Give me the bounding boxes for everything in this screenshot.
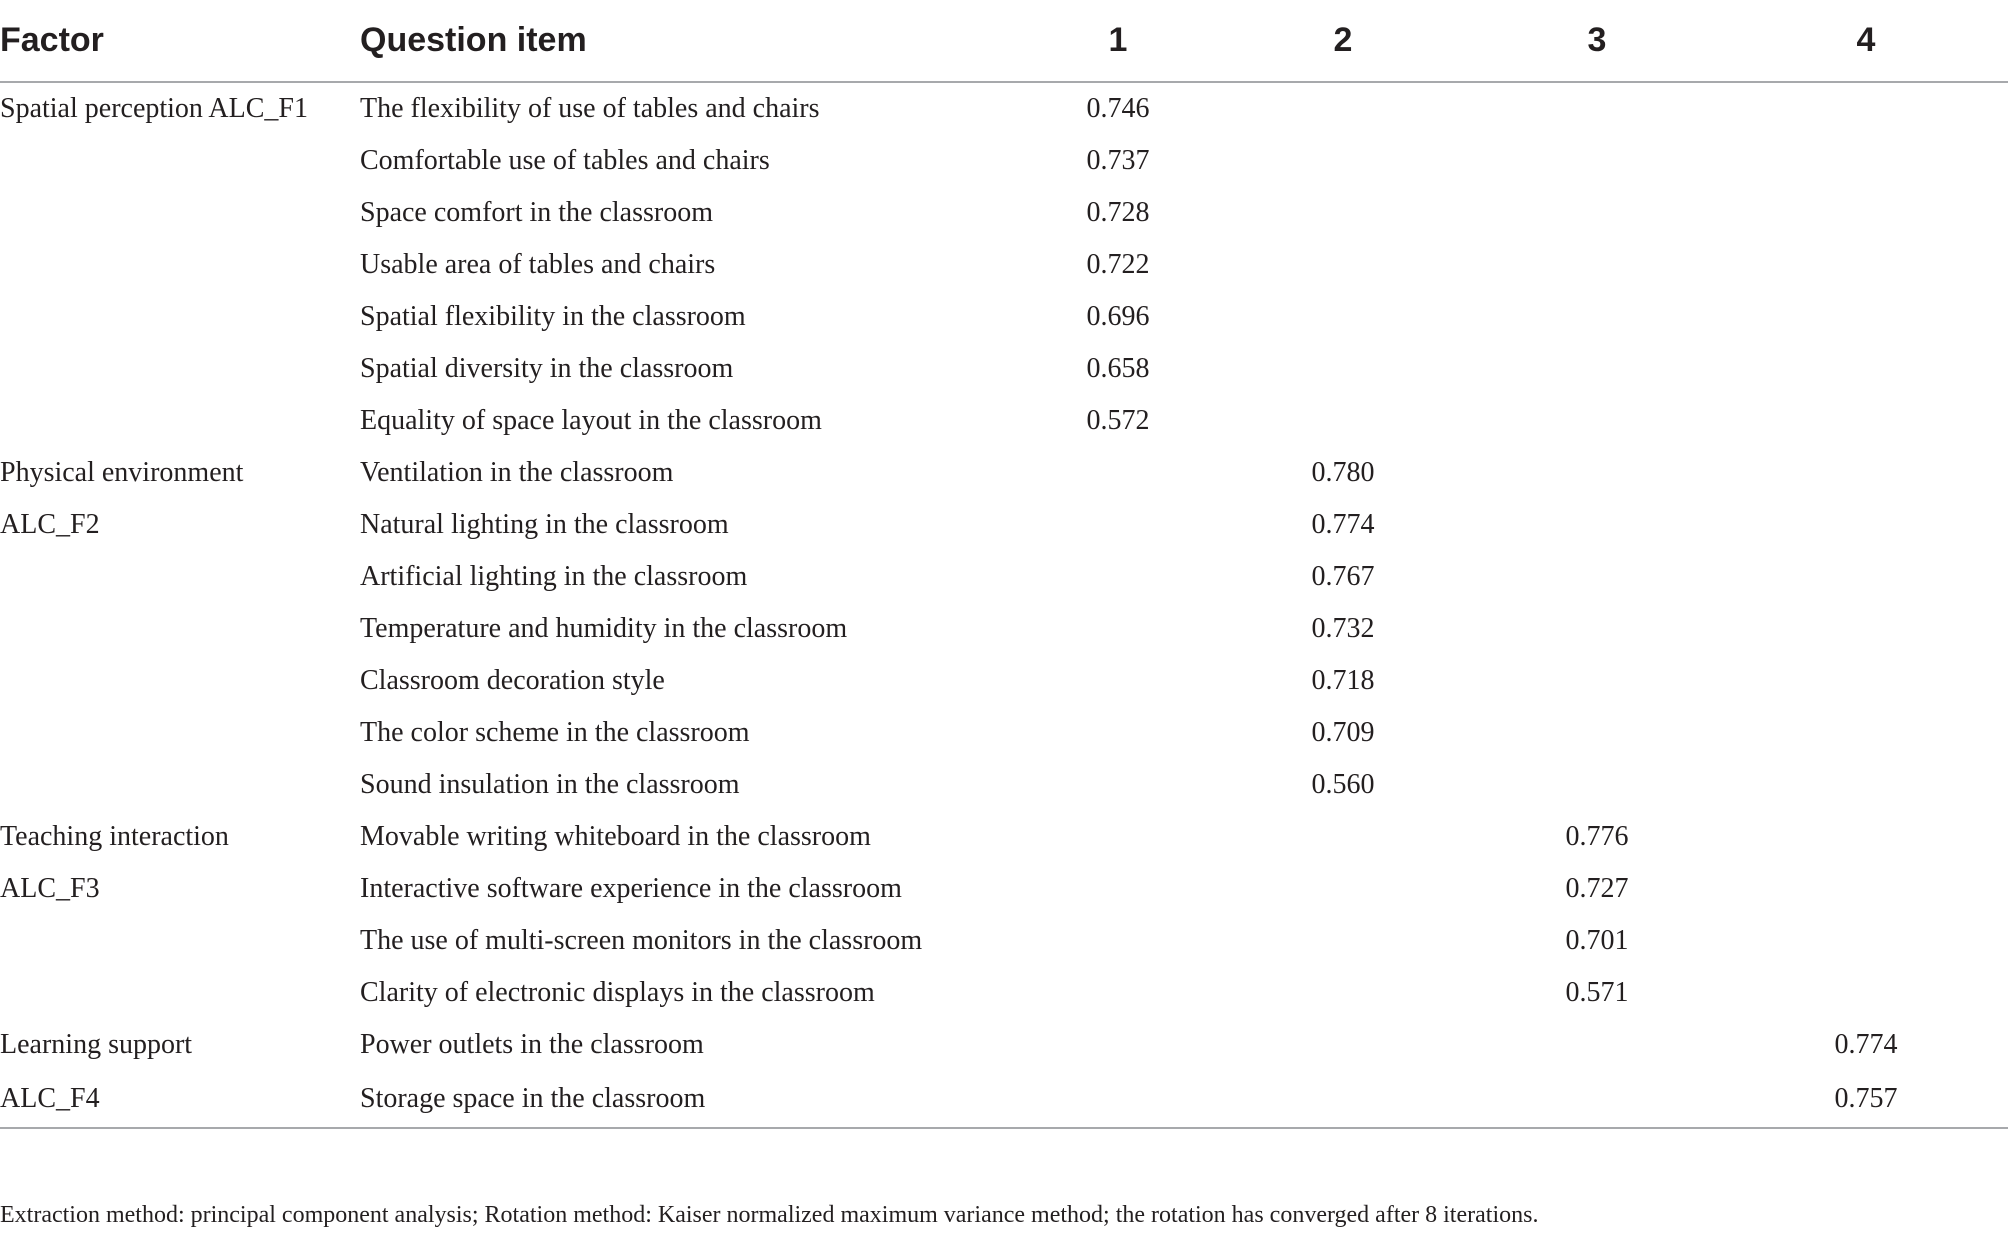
cell-loading-1 <box>1020 759 1216 811</box>
cell-loading-3 <box>1470 1019 1724 1071</box>
table-row <box>0 1019 2008 1071</box>
cell-loading-3: 0.701 <box>1565 925 1629 956</box>
cell-loading-4 <box>1724 499 2008 551</box>
cell-factor <box>0 135 360 187</box>
table-row <box>0 82 2008 135</box>
table-row <box>0 967 2008 1019</box>
cell-loading-4 <box>1724 603 2008 655</box>
cell-loading-1: 0.728 <box>1086 197 1150 228</box>
cell-loading-1: 0.658 <box>1086 353 1150 384</box>
cell-loading-2: 0.718 <box>1311 665 1375 696</box>
table-row <box>0 603 2008 655</box>
cell-loading-3 <box>1470 343 1724 395</box>
cell-loading-3 <box>1470 499 1724 551</box>
cell-loading-2 <box>1216 863 1470 915</box>
cell-loading-4 <box>1724 707 2008 759</box>
cell-question-item: Storage space in the classroom <box>360 1071 1020 1128</box>
cell-loading-2: 0.709 <box>1311 717 1375 748</box>
cell-loading-3 <box>1470 759 1724 811</box>
cell-factor: Spatial perception ALC_F1 <box>0 93 308 124</box>
cell-question-item: Comfortable use of tables and chairs <box>360 145 770 176</box>
cell-loading-4 <box>1724 82 2008 135</box>
cell-loading-1: 0.746 <box>1086 93 1150 124</box>
table-row <box>0 291 2008 343</box>
table-row <box>0 655 2008 707</box>
header-component-2: 2 <box>1216 0 1470 82</box>
cell-loading-2 <box>1216 187 1470 239</box>
cell-factor <box>0 759 360 811</box>
cell-loading-2 <box>1216 1071 1470 1128</box>
table-row <box>0 1071 2008 1128</box>
table-row <box>0 863 2008 915</box>
cell-loading-2 <box>1216 343 1470 395</box>
cell-loading-4 <box>1724 915 2008 967</box>
cell-loading-2 <box>1216 1019 1470 1071</box>
cell-loading-2 <box>1216 811 1470 863</box>
header-component-3: 3 <box>1470 0 1724 82</box>
cell-loading-1 <box>1020 603 1216 655</box>
cell-loading-1 <box>1020 447 1216 499</box>
cell-loading-4 <box>1724 863 2008 915</box>
cell-loading-3 <box>1470 187 1724 239</box>
cell-factor: Learning support <box>0 1029 193 1060</box>
header-question-item: Question item <box>360 0 1020 82</box>
cell-question-item: Interactive software experience in the classroom <box>360 873 902 904</box>
cell-loading-4 <box>1724 291 2008 343</box>
cell-loading-1: 0.696 <box>1086 301 1150 332</box>
cell-factor <box>0 551 360 603</box>
cell-loading-3: 0.571 <box>1565 977 1629 1008</box>
cell-factor: Physical environment <box>0 457 244 488</box>
cell-loading-2 <box>1216 395 1470 447</box>
header-component-1: 1 <box>1020 0 1216 82</box>
cell-question-item: Sound insulation in the classroom <box>360 769 740 800</box>
header-factor: Factor <box>0 0 360 82</box>
cell-factor: Teaching interaction <box>0 821 229 852</box>
cell-question-item: Equality of space layout in the classroom <box>360 405 822 436</box>
cell-loading-4 <box>1724 187 2008 239</box>
table-row <box>0 395 2008 447</box>
table-row <box>0 447 2008 499</box>
cell-loading-2 <box>1216 135 1470 187</box>
table-row <box>0 239 2008 291</box>
cell-loading-3 <box>1470 395 1724 447</box>
cell-loading-3 <box>1470 551 1724 603</box>
cell-loading-3: 0.727 <box>1565 873 1629 904</box>
cell-loading-1 <box>1020 811 1216 863</box>
cell-question-item: The use of multi-screen monitors in the classroom <box>360 925 923 956</box>
cell-loading-4 <box>1724 811 2008 863</box>
table-row <box>0 707 2008 759</box>
cell-loading-2: 0.774 <box>1311 509 1375 540</box>
cell-factor <box>0 239 360 291</box>
cell-loading-2 <box>1216 291 1470 343</box>
cell-loading-1 <box>1020 551 1216 603</box>
cell-factor <box>0 915 360 967</box>
cell-question-item: Spatial flexibility in the classroom <box>360 301 746 332</box>
cell-loading-3 <box>1470 239 1724 291</box>
cell-factor <box>0 291 360 343</box>
cell-loading-3 <box>1470 135 1724 187</box>
cell-loading-1: 0.572 <box>1086 405 1150 436</box>
cell-loading-3 <box>1470 707 1724 759</box>
cell-loading-2 <box>1216 915 1470 967</box>
cell-question-item: Space comfort in the classroom <box>360 197 714 228</box>
cell-loading-4 <box>1724 551 2008 603</box>
cell-question-item: Power outlets in the classroom <box>360 1029 704 1060</box>
cell-loading-1 <box>1020 655 1216 707</box>
table-row <box>0 187 2008 239</box>
table-row <box>0 499 2008 551</box>
cell-loading-2 <box>1216 82 1470 135</box>
table-row <box>0 135 2008 187</box>
cell-loading-4 <box>1724 343 2008 395</box>
cell-loading-3 <box>1470 1071 1724 1128</box>
cell-factor <box>0 967 360 1019</box>
cell-loading-3 <box>1470 82 1724 135</box>
cell-loading-2: 0.560 <box>1311 769 1375 800</box>
cell-loading-2: 0.767 <box>1311 561 1375 592</box>
cell-loading-4 <box>1724 395 2008 447</box>
cell-loading-3 <box>1470 447 1724 499</box>
cell-question-item: Movable writing whiteboard in the classroom <box>360 821 871 852</box>
table-row <box>0 811 2008 863</box>
table-row <box>0 915 2008 967</box>
cell-question-item: Clarity of electronic displays in the classroom <box>360 977 875 1008</box>
table-row <box>0 343 2008 395</box>
cell-factor <box>0 655 360 707</box>
cell-loading-1: 0.722 <box>1086 249 1150 280</box>
cell-loading-1 <box>1020 499 1216 551</box>
cell-loading-4 <box>1724 967 2008 1019</box>
cell-factor <box>0 343 360 395</box>
cell-loading-3 <box>1470 603 1724 655</box>
header-component-4: 4 <box>1724 0 2008 82</box>
cell-loading-1 <box>1020 1019 1216 1071</box>
cell-loading-1 <box>1020 1071 1216 1128</box>
cell-factor <box>0 707 360 759</box>
cell-factor: ALC_F3 <box>0 873 100 904</box>
cell-loading-2: 0.780 <box>1311 457 1375 488</box>
cell-question-item: The color scheme in the classroom <box>360 717 750 748</box>
cell-loading-3: 0.776 <box>1565 821 1629 852</box>
cell-loading-2: 0.732 <box>1311 613 1375 644</box>
cell-loading-2 <box>1216 967 1470 1019</box>
cell-loading-4 <box>1724 655 2008 707</box>
cell-loading-4 <box>1724 759 2008 811</box>
cell-loading-1: 0.737 <box>1086 145 1150 176</box>
cell-factor <box>0 187 360 239</box>
cell-loading-4: 0.774 <box>1834 1029 1898 1060</box>
table-footnote: Extraction method: principal component analysis; Rotation method: Kaiser normalized maximum variance method; the rotation has converged after 8 iterations. <box>0 1202 1539 1228</box>
cell-question-item: Artificial lighting in the classroom <box>360 561 748 592</box>
table-row <box>0 759 2008 811</box>
cell-question-item: Usable area of tables and chairs <box>360 249 716 280</box>
cell-question-item: Spatial diversity in the classroom <box>360 353 734 384</box>
cell-loading-4: 0.757 <box>1724 1071 2008 1128</box>
cell-factor: ALC_F2 <box>0 509 100 540</box>
cell-question-item: Natural lighting in the classroom <box>360 509 729 540</box>
cell-factor <box>0 395 360 447</box>
cell-question-item: The flexibility of use of tables and chairs <box>360 93 820 124</box>
cell-factor <box>0 603 360 655</box>
cell-loading-3 <box>1470 291 1724 343</box>
cell-loading-3 <box>1470 655 1724 707</box>
cell-loading-4 <box>1724 135 2008 187</box>
header-row <box>0 0 2008 82</box>
cell-loading-1 <box>1020 967 1216 1019</box>
cell-loading-1 <box>1020 915 1216 967</box>
cell-loading-4 <box>1724 239 2008 291</box>
cell-loading-2 <box>1216 239 1470 291</box>
cell-question-item: Classroom decoration style <box>360 665 665 696</box>
cell-loading-1 <box>1020 863 1216 915</box>
cell-factor: ALC_F4 <box>0 1071 360 1128</box>
table-body <box>0 82 2008 1128</box>
cell-question-item: Ventilation in the classroom <box>360 457 674 488</box>
cell-loading-1 <box>1020 707 1216 759</box>
table-row <box>0 551 2008 603</box>
cell-loading-4 <box>1724 447 2008 499</box>
cell-question-item: Temperature and humidity in the classroom <box>360 613 848 644</box>
table-header <box>0 0 2008 82</box>
